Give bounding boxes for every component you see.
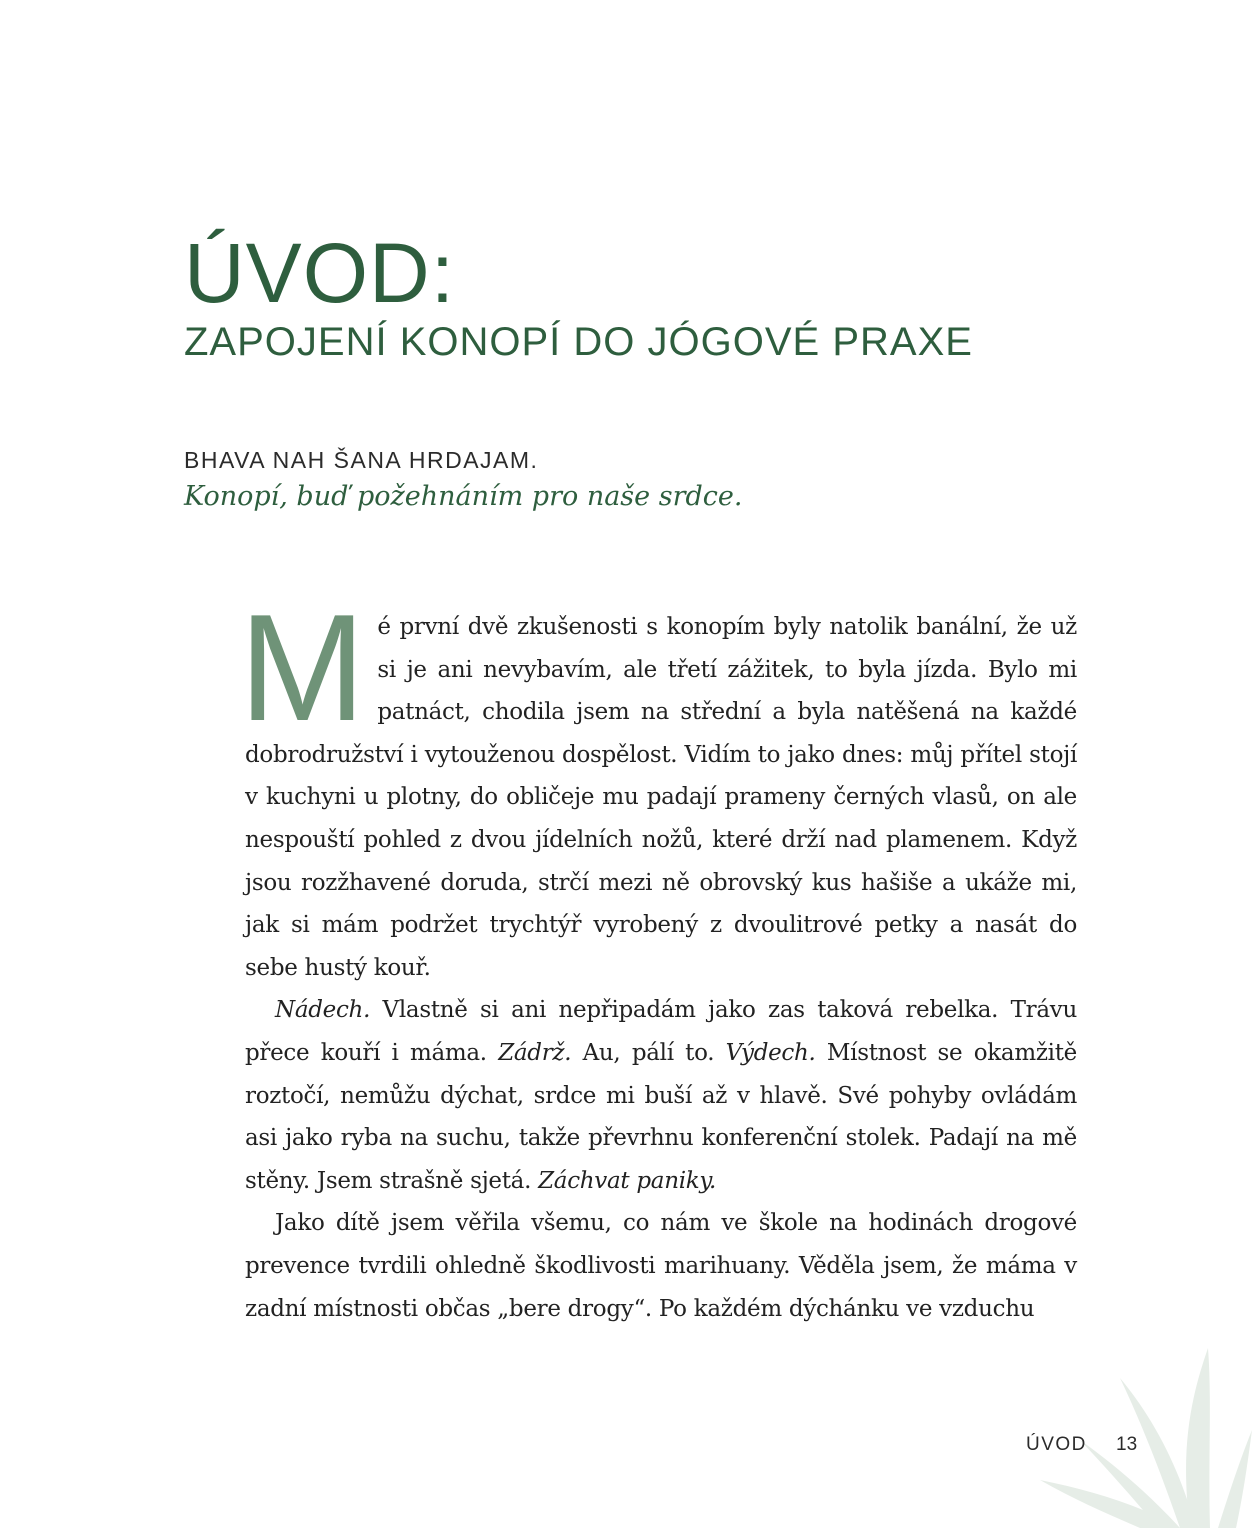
running-head: ÚVOD [1026,1434,1087,1455]
emphasis-nadech: Nádech. [275,997,371,1024]
paragraph-3: Jako dítě jsem věřila všemu, co nám ve škole na hodinách drogové prevence tvrdili ohledně škodlivosti marihuany. Věděla jsem, že máma v zadní místnosti občas „bere drogy“. Po každém dýchánku ve vzduchu [245,1210,1077,1322]
chapter-title: ÚVOD: [184,226,456,320]
drop-cap: M [239,583,366,753]
paragraph-2 [245,989,1077,1202]
chapter-subtitle: ZAPOJENÍ KONOPÍ DO JÓGOVÉ PRAXE [184,320,973,364]
emphasis-zachvat-paniky: Záchvat paniky. [538,1167,717,1194]
body-text [239,583,1077,1330]
paragraph-1-text: é první dvě zkušenosti s konopím byly natolik banální, že už si je ani nevybavím, ale třetí zážitek, to byla jízda. Bylo mi patnáct, chodila jsem na střední a byla natěšená na každé dobrodružství i vytouženou dospělost. Vidím to jako dnes: můj přítel stojí v kuchyni u plotny, do obličeje mu padají prameny černých vlasů, on ale nespouští pohled z dvou jídelních nožů, které drží nad plamenem. Když jsou rozžhavené doruda, strčí mezi ně obrovský kus hašiše a ukáže mi, jak si mám podržet trychtýř vyrobený z dvoulitrové petky a nasát do sebe hustý kouř. [245,614,1077,981]
emphasis-zadrz: Zádrž. [498,1039,572,1066]
mantra-translation: Konopí, buď požehnáním pro naše srdce. [184,481,743,512]
emphasis-vydech: Výdech. [725,1039,816,1066]
paragraph-2-text-a: Vlastně si ani nepřipadám jako zas taková rebelka. Trávu přece kouří i máma. [245,997,1077,1066]
paragraph-2-text-b: Au, pálí to. [571,1039,726,1066]
mantra-sanskrit: BHAVA NAH ŠANA HRDAJAM. [184,447,539,473]
paragraph-2-text-c: Místnost se okamžitě roztočí, nemůžu dýchat, srdce mi buší až v hlavě. Své pohyby ovládám asi jako ryba na suchu, takže převrhnu konferenční stolek. Padají na mě stěny. Jsem strašně sjetá. [245,1039,1077,1194]
paragraph-1 [239,583,1077,989]
page-number: 13 [1116,1434,1138,1455]
